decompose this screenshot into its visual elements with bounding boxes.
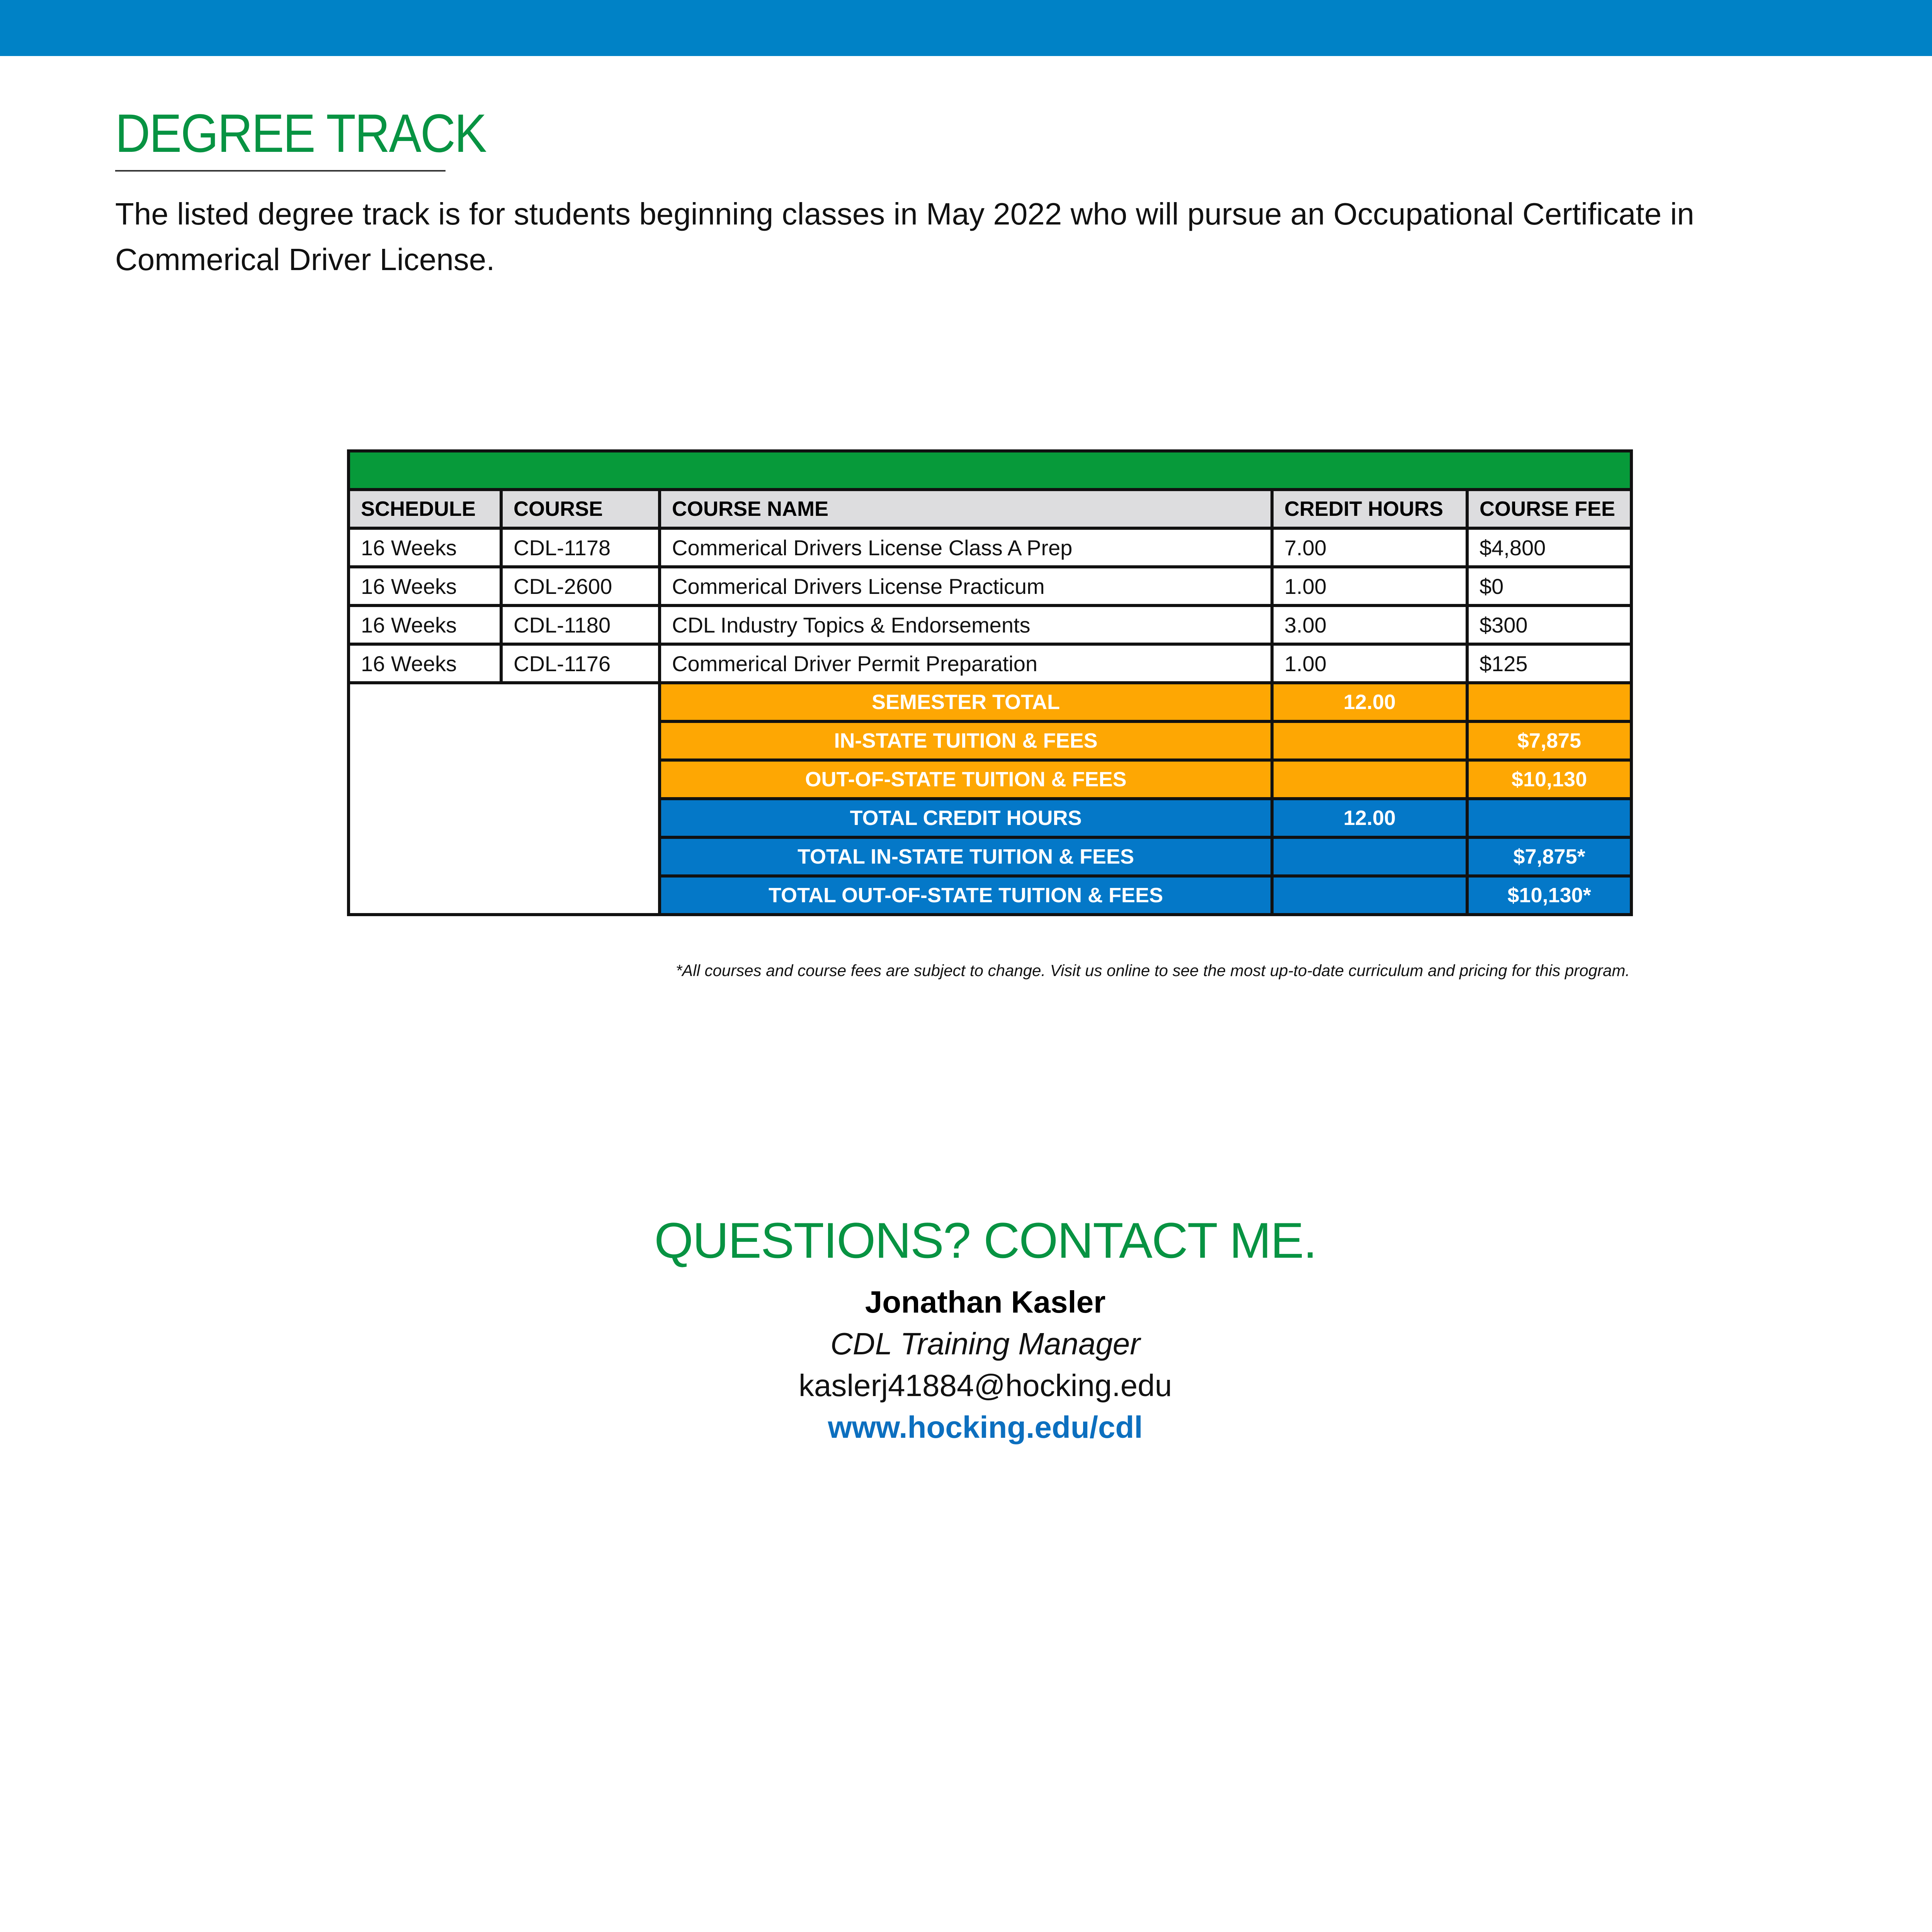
table-banner-row — [349, 451, 1631, 490]
cell-credit-hours: 1.00 — [1272, 567, 1467, 605]
summary-row-semester-total — [349, 683, 1631, 721]
summary-credits: 12.00 — [1272, 683, 1467, 721]
summary-label: TOTAL IN-STATE TUITION & FEES — [660, 837, 1272, 876]
cell-course-name: Commerical Drivers License Practicum — [660, 567, 1272, 605]
summary-credits — [1272, 721, 1467, 760]
table-row — [349, 644, 1631, 683]
contact-role: CDL Training Manager — [830, 1327, 1140, 1361]
summary-fee — [1467, 683, 1631, 721]
table-row — [349, 567, 1631, 605]
cell-course-name: Commerical Driver Permit Preparation — [660, 644, 1272, 683]
top-banner-bar — [0, 0, 1932, 56]
cell-course-name: Commerical Drivers License Class A Prep — [660, 528, 1272, 567]
column-header-course-name: COURSE NAME — [660, 490, 1272, 528]
column-header-course: COURSE — [501, 490, 660, 528]
cell-credit-hours: 1.00 — [1272, 644, 1467, 683]
column-header-schedule: SCHEDULE — [349, 490, 501, 528]
cell-course: CDL-1176 — [501, 644, 660, 683]
degree-track-table-container — [347, 449, 1630, 916]
cell-course-fee: $125 — [1467, 644, 1631, 683]
cell-course-fee: $300 — [1467, 605, 1631, 644]
table-row — [349, 528, 1631, 567]
cell-credit-hours: 7.00 — [1272, 528, 1467, 567]
summary-label: SEMESTER TOTAL — [660, 683, 1272, 721]
cell-course: CDL-1180 — [501, 605, 660, 644]
cell-course-name: CDL Industry Topics & Endorsements — [660, 605, 1272, 644]
summary-fee: $7,875* — [1467, 837, 1631, 876]
contact-name: Jonathan Kasler — [865, 1285, 1106, 1319]
cell-schedule: 16 Weeks — [349, 644, 501, 683]
contact-email-link[interactable]: kaslerj41884@hocking.edu — [798, 1368, 1172, 1403]
summary-credits — [1272, 876, 1467, 915]
cell-course: CDL-2600 — [501, 567, 660, 605]
cell-credit-hours: 3.00 — [1272, 605, 1467, 644]
cell-course-fee: $0 — [1467, 567, 1631, 605]
cell-course-fee: $4,800 — [1467, 528, 1631, 567]
table-banner — [349, 451, 1631, 490]
contact-heading: QUESTIONS? CONTACT ME. — [654, 1212, 1316, 1269]
contact-website-link[interactable]: www.hocking.edu/cdl — [828, 1410, 1143, 1444]
summary-credits: 12.00 — [1272, 799, 1467, 837]
summary-label: OUT-OF-STATE TUITION & FEES — [660, 760, 1272, 799]
summary-label: IN-STATE TUITION & FEES — [660, 721, 1272, 760]
cell-course: CDL-1178 — [501, 528, 660, 567]
summary-fee: $10,130* — [1467, 876, 1631, 915]
summary-fee: $10,130 — [1467, 760, 1631, 799]
summary-credits — [1272, 837, 1467, 876]
table-row — [349, 605, 1631, 644]
table-header-row — [349, 490, 1631, 528]
cell-schedule: 16 Weeks — [349, 605, 501, 644]
summary-blank-area — [349, 683, 660, 915]
column-header-credit-hours: CREDIT HOURS — [1272, 490, 1467, 528]
degree-track-table — [347, 449, 1633, 916]
summary-label: TOTAL CREDIT HOURS — [660, 799, 1272, 837]
summary-fee — [1467, 799, 1631, 837]
title-underline — [115, 170, 446, 172]
summary-fee: $7,875 — [1467, 721, 1631, 760]
intro-paragraph: The listed degree track is for students beginning classes in May 2022 who will pursue an Occupational Certificate in Commerical Driver License. — [115, 197, 1694, 277]
table-footnote: *All courses and course fees are subject to change. Visit us online to see the most up-to-date curriculum and pricing for this program. — [675, 961, 1630, 980]
column-header-course-fee: COURSE FEE — [1467, 490, 1631, 528]
cell-schedule: 16 Weeks — [349, 528, 501, 567]
page-title: DEGREE TRACK — [115, 103, 486, 163]
summary-credits — [1272, 760, 1467, 799]
summary-label: TOTAL OUT-OF-STATE TUITION & FEES — [660, 876, 1272, 915]
cell-schedule: 16 Weeks — [349, 567, 501, 605]
